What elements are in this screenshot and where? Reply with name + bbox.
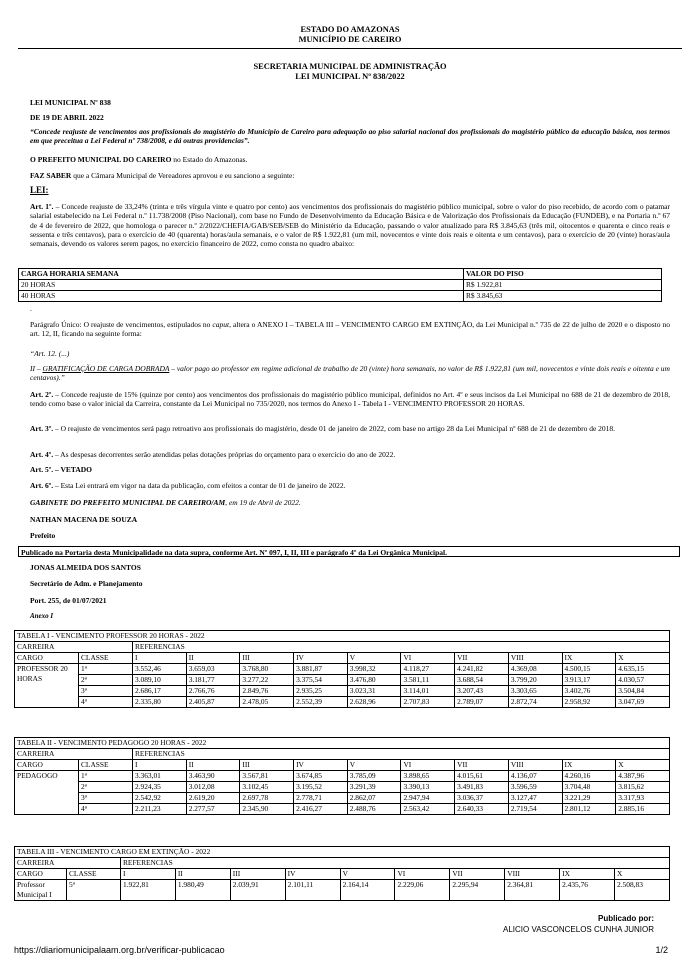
value-cell: 2.719,54: [508, 804, 562, 815]
tabela-3-title: TABELA III - VENCIMENTO CARGO EM EXTINÇÃO - 2022: [15, 847, 670, 858]
value-cell: 3.114,01: [401, 686, 455, 697]
value-cell: 2.542,92: [133, 793, 187, 804]
art5-text: – VETADO: [53, 465, 92, 474]
tabela-1-referencias: REFERENCIAS: [133, 642, 670, 653]
value-cell: 2.229,06: [395, 880, 450, 901]
value-cell: 4.260,16: [562, 771, 616, 782]
value-cell: 2.164,14: [340, 880, 395, 901]
piso-header-valor: VALOR DO PISO: [464, 269, 662, 280]
value-cell: 3.023,31: [347, 686, 401, 697]
value-cell: 4.241,82: [455, 664, 509, 675]
tabela-1-header-row: [15, 653, 670, 664]
tabela-1-classe-header: CLASSE: [79, 653, 133, 664]
ref-header: III: [240, 653, 294, 664]
value-cell: 2.766,76: [186, 686, 240, 697]
verification-link[interactable]: https://diariomunicipalaam.org.br/verificar-publicacao: [14, 945, 225, 955]
value-cell: 3.688,54: [455, 675, 509, 686]
value-cell: 3.195,52: [294, 782, 348, 793]
secretary-name: JONAS ALMEIDA DOS SANTOS: [30, 563, 141, 572]
value-cell: 3.476,80: [347, 675, 401, 686]
value-cell: 2.039,91: [230, 880, 285, 901]
tabela-2-title: TABELA II - VENCIMENTO PEDAGOGO 20 HORAS - 2022: [15, 738, 670, 749]
ref-header: II: [186, 760, 240, 771]
piso-valor-cell: R$ 3.845,63: [464, 291, 662, 302]
value-cell: 3.898,65: [401, 771, 455, 782]
ref-header: X: [616, 653, 670, 664]
value-cell: 3.277,22: [240, 675, 294, 686]
value-cell: 2.435,76: [560, 880, 615, 901]
piso-carga-cell: 40 HORAS: [19, 291, 464, 302]
classe-cell: 2ª: [79, 675, 133, 686]
value-cell: 3.768,80: [240, 664, 294, 675]
tabela-2-cargo-header: CARGO: [15, 760, 79, 771]
value-cell: 3.674,85: [294, 771, 348, 782]
value-cell: 2.628,96: [347, 697, 401, 708]
value-cell: 2.619,20: [186, 793, 240, 804]
tabela-3-carreira: CARREIRA: [15, 858, 121, 869]
value-cell: 2.947,94: [401, 793, 455, 804]
ref-header: V: [347, 760, 401, 771]
art5-label: Art. 5º.: [30, 465, 54, 474]
lei-label: LEI:: [30, 185, 49, 195]
tabela-3-header-row: [15, 869, 670, 880]
piso-table: [18, 268, 662, 302]
value-cell: 2.345,90: [240, 804, 294, 815]
tabela-1-cargo-header: CARGO: [15, 653, 79, 664]
tabela-1-title: TABELA I - VENCIMENTO PROFESSOR 20 HORAS - 2022: [15, 631, 670, 642]
table-row: [15, 664, 670, 675]
ref-header: I: [133, 760, 187, 771]
value-cell: 2.488,76: [347, 804, 401, 815]
ref-header: VI: [395, 869, 450, 880]
value-cell: 3.785,09: [347, 771, 401, 782]
value-cell: 2.416,27: [294, 804, 348, 815]
table-row: [15, 880, 670, 901]
ref-header: IX: [560, 869, 615, 880]
value-cell: 3.207,43: [455, 686, 509, 697]
ref-header: VIII: [505, 869, 560, 880]
art3-text: – O reajuste de vencimentos será pago retroativo aos profissionais do magistério, desde 01 de janeiro de 2022, com base no artigo 28 da Lei Municipal nº 688 de 21 de dezembro de 2018.: [53, 424, 616, 433]
value-cell: 4.500,15: [562, 664, 616, 675]
state-name: ESTADO DO AMAZONAS: [300, 25, 400, 34]
piso-header-row: [19, 269, 662, 280]
value-cell: 2.508,83: [615, 880, 670, 901]
value-cell: 3.998,32: [347, 664, 401, 675]
ref-header: VII: [455, 760, 509, 771]
value-cell: 3.491,83: [455, 782, 509, 793]
art12-quote: “Art. 12. (...): [30, 349, 70, 358]
value-cell: 3.221,29: [562, 793, 616, 804]
ref-header: V: [340, 869, 395, 880]
classe-cell: 4ª: [79, 804, 133, 815]
table-row: [15, 782, 670, 793]
gratificacao: [30, 364, 670, 383]
value-cell: 3.799,20: [508, 675, 562, 686]
classe-cell: 3ª: [79, 686, 133, 697]
municipality-name: MUNICÍPIO DE CAREIRO: [298, 35, 402, 44]
page-number: 1/2: [655, 945, 668, 955]
article-6: [30, 481, 670, 490]
ref-header: II: [186, 653, 240, 664]
value-cell: 4.635,15: [616, 664, 670, 675]
classe-cell: 4ª: [79, 697, 133, 708]
value-cell: 2.801,12: [562, 804, 616, 815]
classe-cell: 5ª: [67, 880, 121, 901]
tabela-3-cargo-name: Professor Municipal I: [15, 880, 67, 901]
ref-header: II: [175, 869, 230, 880]
value-cell: 3.463,90: [186, 771, 240, 782]
ref-header: IX: [562, 760, 616, 771]
table-row: [15, 793, 670, 804]
piso-valor-cell: R$ 1.922,81: [464, 280, 662, 291]
table-row: [15, 675, 670, 686]
value-cell: 3.881,87: [294, 664, 348, 675]
value-cell: 3.596,59: [508, 782, 562, 793]
art6-text: – Esta Lei entrará em vigor na data da publicação, com efeitos a contar de 01 de janeiro de 2022.: [53, 481, 346, 490]
gabinete-bold: GABINETE DO PREFEITO MUNICIPAL DE CAREIRO/AM: [30, 498, 226, 507]
value-cell: 2.277,57: [186, 804, 240, 815]
table-row: [15, 697, 670, 708]
value-cell: 2.789,07: [455, 697, 509, 708]
value-cell: 2.640,33: [455, 804, 509, 815]
faz-saber-rest: que a Câmara Municipal de Vereadores aprovou e eu sanciono a seguinte:: [71, 171, 295, 180]
classe-cell: 3ª: [79, 793, 133, 804]
law-reference: LEI MUNICIPAL Nº 838/2022: [295, 72, 405, 81]
art1-text: – Concede reajuste de 33,24% (trinta e três vírgula vinte e quatro por cento) aos vencimentos dos profissionais do magistério público municipal, sobre o valor do piso recebido, de acordo com o patamar salarial estabelecido na Lei Federal n.º 11.738/2008 (Piso Nacional), com base no Fundo de Desenvolvimento da Educação Básica e de Valorização dos Profissionais da Educação (FUNDEB), e na Portaria n.º 67 de 4 de fevereiro de 2022, que homologa o parecer n.º 2/2022/CHEFIA/GAB/SEB/SEB do Ministério da Educação, passando o valor atualizado para R$ 3.845,63 (três mil, oitocentos e quarenta e cinco reais e sessenta e três centavos), para o exercício de 40 (quarenta) horas/aula semanais, e o valor de R$ 1.922,81 (um mil, novecentos e vinte dois reais e oitenta e um centavos), para o exercício de 20 (vinte) horas/aula semanais, devendo os valores serem pagos, no exercício financeiro de 2022, como consta no quadro abaixo:: [30, 202, 671, 249]
value-cell: 2.885,16: [616, 804, 670, 815]
gratificacao-b: – valor pago ao professor em regime adicional de trabalho de 20 (vinte) hora semanais, no valor de R$ 1.922,81 (um mil, novecentos e vinte dois reais e oitenta e um centavos).”: [30, 364, 670, 383]
tabela-2-header-row: [15, 760, 670, 771]
faz-saber-bold: FAZ SABER: [30, 171, 72, 180]
classe-cell: 2ª: [79, 782, 133, 793]
anexo-label: Anexo I: [30, 612, 54, 620]
value-cell: 2.405,87: [186, 697, 240, 708]
ref-header: IX: [562, 653, 616, 664]
gabinete-rest: , em 19 de Abril de 2022.: [225, 498, 301, 507]
ref-header: I: [121, 869, 176, 880]
paragrafo-text-a: Parágrafo Único: O reajuste de vencimentos, estipulados no: [30, 320, 213, 329]
value-cell: 3.390,13: [401, 782, 455, 793]
law-ementa: “Concede reajuste de vencimentos aos profissionais do magistério do Município de Careiro para adequação ao piso salarial nacional dos profissionais do magistério público da educação básica, nos termos em que preceitua a Lei Federal nº 738/2008, e dá outras providencias”.: [30, 127, 670, 146]
header-rule: [18, 48, 682, 49]
prefeito-line: [30, 155, 670, 164]
value-cell: 3.317,93: [616, 793, 670, 804]
tabela-2-classe-header: CLASSE: [79, 760, 133, 771]
tabela-1-carreira: CARREIRA: [15, 642, 133, 653]
value-cell: 4.136,07: [508, 771, 562, 782]
value-cell: 3.704,48: [562, 782, 616, 793]
value-cell: 2.924,35: [133, 782, 187, 793]
art3-label: Art. 3º.: [30, 424, 54, 433]
value-cell: 3.504,84: [616, 686, 670, 697]
value-cell: 4.387,96: [616, 771, 670, 782]
value-cell: 2.563,42: [401, 804, 455, 815]
tabela-2: [14, 737, 670, 815]
prefeito-bold: O PREFEITO MUNICIPAL DO CAREIRO: [30, 155, 172, 164]
tabela-2-carreira: CARREIRA: [15, 749, 133, 760]
value-cell: 3.402,76: [562, 686, 616, 697]
value-cell: 3.089,10: [133, 675, 187, 686]
value-cell: 3.303,65: [508, 686, 562, 697]
art1-label: Art. 1º.: [30, 202, 54, 211]
value-cell: 2.707,83: [401, 697, 455, 708]
article-1: [30, 202, 670, 248]
gratificacao-underlined: GRATIFICAÇÃO DE CARGA DOBRADA: [42, 364, 170, 373]
value-cell: 2.101,11: [285, 880, 340, 901]
paragrafo-caput: caput: [212, 320, 230, 329]
tabela-3-cargo-header: CARGO: [15, 869, 67, 880]
tabela-2-cargo-name: PEDAGOGO: [15, 771, 79, 815]
article-4: [30, 450, 670, 459]
value-cell: 3.375,54: [294, 675, 348, 686]
value-cell: 3.363,01: [133, 771, 187, 782]
value-cell: 4.118,27: [401, 664, 455, 675]
ref-header: III: [240, 760, 294, 771]
ref-header: VII: [450, 869, 505, 880]
ref-header: X: [616, 760, 670, 771]
ref-header: VI: [401, 653, 455, 664]
header-secretariat-block: [18, 62, 682, 82]
classe-cell: 1ª: [79, 771, 133, 782]
art2-label: Art. 2º.: [30, 390, 54, 399]
tabela-3-classe-header: CLASSE: [67, 869, 121, 880]
value-cell: 2.778,71: [294, 793, 348, 804]
value-cell: 3.913,17: [562, 675, 616, 686]
value-cell: 4.030,57: [616, 675, 670, 686]
publication-note: Publicado na Portaria desta Municipalidade na data supra, conforme Art. Nº 097, I, II, III e parágrafo 4º da Lei Orgânica Municipal.: [18, 546, 680, 557]
art4-text: – As despesas decorrentes serão atendidas pelas dotações próprias do orçamento para o exercício do ano de 2022.: [53, 450, 396, 459]
ref-header: VI: [401, 760, 455, 771]
prefeito-rest: no Estado do Amazonas.: [171, 155, 248, 164]
table-row: [15, 686, 670, 697]
gratificacao-a: II –: [30, 364, 43, 373]
value-cell: 3.291,39: [347, 782, 401, 793]
value-cell: 3.012,08: [186, 782, 240, 793]
table-row: [15, 771, 670, 782]
article-2: [30, 390, 670, 409]
tabela-3-referencias: REFERENCIAS: [121, 858, 670, 869]
value-cell: 3.552,46: [133, 664, 187, 675]
value-cell: 2.335,80: [133, 697, 187, 708]
ref-header: IV: [285, 869, 340, 880]
value-cell: 2.935,25: [294, 686, 348, 697]
value-cell: 1.980,49: [175, 880, 230, 901]
secretariat-name: SECRETARIA MUNICIPAL DE ADMINISTRAÇÃO: [253, 62, 447, 71]
value-cell: 2.364,81: [505, 880, 560, 901]
gabinete-line: [30, 498, 670, 507]
ref-header: V: [347, 653, 401, 664]
value-cell: 3.567,81: [240, 771, 294, 782]
ref-header: X: [615, 869, 670, 880]
table-row: [15, 804, 670, 815]
article-3: [30, 424, 670, 433]
tabela-2-referencias: REFERENCIAS: [133, 749, 670, 760]
value-cell: 2.478,05: [240, 697, 294, 708]
header-state-block: [18, 25, 682, 45]
value-cell: 4.369,08: [508, 664, 562, 675]
signer-role: Prefeito: [30, 531, 56, 540]
value-cell: 3.127,47: [508, 793, 562, 804]
ref-header: IV: [294, 653, 348, 664]
law-date: DE 19 DE ABRIL 2022: [30, 113, 104, 122]
tabela-1: [14, 630, 670, 708]
value-cell: 2.958,92: [562, 697, 616, 708]
table-row: [19, 291, 662, 302]
paragrafo-unico: [30, 320, 670, 339]
law-number: LEI MUNICIPAL Nº 838: [30, 98, 111, 107]
dot-separator: .: [30, 304, 32, 313]
ref-header: VIII: [508, 760, 562, 771]
value-cell: 2.211,23: [133, 804, 187, 815]
ref-header: III: [230, 869, 285, 880]
published-by-label: Publicado por:: [598, 914, 654, 923]
ref-header: VIII: [508, 653, 562, 664]
table-row: [19, 280, 662, 291]
value-cell: 3.581,11: [401, 675, 455, 686]
classe-cell: 1ª: [79, 664, 133, 675]
value-cell: 2.552,39: [294, 697, 348, 708]
art6-label: Art. 6º.: [30, 481, 54, 490]
secretary-role: Secretário de Adm. e Planejamento: [30, 579, 143, 588]
tabela-3: [14, 846, 670, 901]
value-cell: 3.659,03: [186, 664, 240, 675]
value-cell: 2.686,17: [133, 686, 187, 697]
value-cell: 3.181,77: [186, 675, 240, 686]
value-cell: 3.047,69: [616, 697, 670, 708]
value-cell: 2.849,76: [240, 686, 294, 697]
value-cell: 2.862,07: [347, 793, 401, 804]
signer-name: NATHAN MACENA DE SOUZA: [30, 515, 138, 524]
ref-header: VII: [455, 653, 509, 664]
value-cell: 1.922,81: [121, 880, 176, 901]
value-cell: 2.295,94: [450, 880, 505, 901]
ref-header: IV: [294, 760, 348, 771]
art4-label: Art. 4º.: [30, 450, 54, 459]
port-reference: Port. 255, de 01/07/2021: [30, 596, 107, 605]
value-cell: 4.015,61: [455, 771, 509, 782]
value-cell: 3.102,45: [240, 782, 294, 793]
value-cell: 2.697,78: [240, 793, 294, 804]
piso-header-carga: CARGA HORARIA SEMANA: [19, 269, 464, 280]
art2-text: – Concede reajuste de 15% (quinze por cento) aos vencimentos dos profissionais do magistério público municipal, definidos no Art. 4º e seus incisos da Lei Municipal no 688 de 21 de dezembro de 2018, tendo como base o valor inicial da Carreira, constante da Lei Municipal no 735/2020, nos termos do Anexo I - Tabela I - VENCIMENTO PROFESSOR 20 HORAS.: [30, 390, 670, 409]
tabela-1-cargo-name: PROFESSOR 20 HORAS: [15, 664, 79, 708]
value-cell: 2.872,74: [508, 697, 562, 708]
article-5: [30, 465, 670, 474]
value-cell: 3.036,37: [455, 793, 509, 804]
published-by-name: ALICIO VASCONCELOS CUNHA JUNIOR: [503, 925, 654, 934]
paragrafo-text-b: , altera o ANEXO I – TABELA III – VENCIMENTO CARGO EM EXTINÇÃO, da Lei Municipal n.º 735 de 22 de julho de 2020 e o disposto no art. 12, II, ficando na seguinte forma:: [30, 320, 670, 339]
piso-carga-cell: 20 HORAS: [19, 280, 464, 291]
ref-header: I: [133, 653, 187, 664]
faz-saber-line: [30, 171, 670, 180]
value-cell: 3.815,62: [616, 782, 670, 793]
